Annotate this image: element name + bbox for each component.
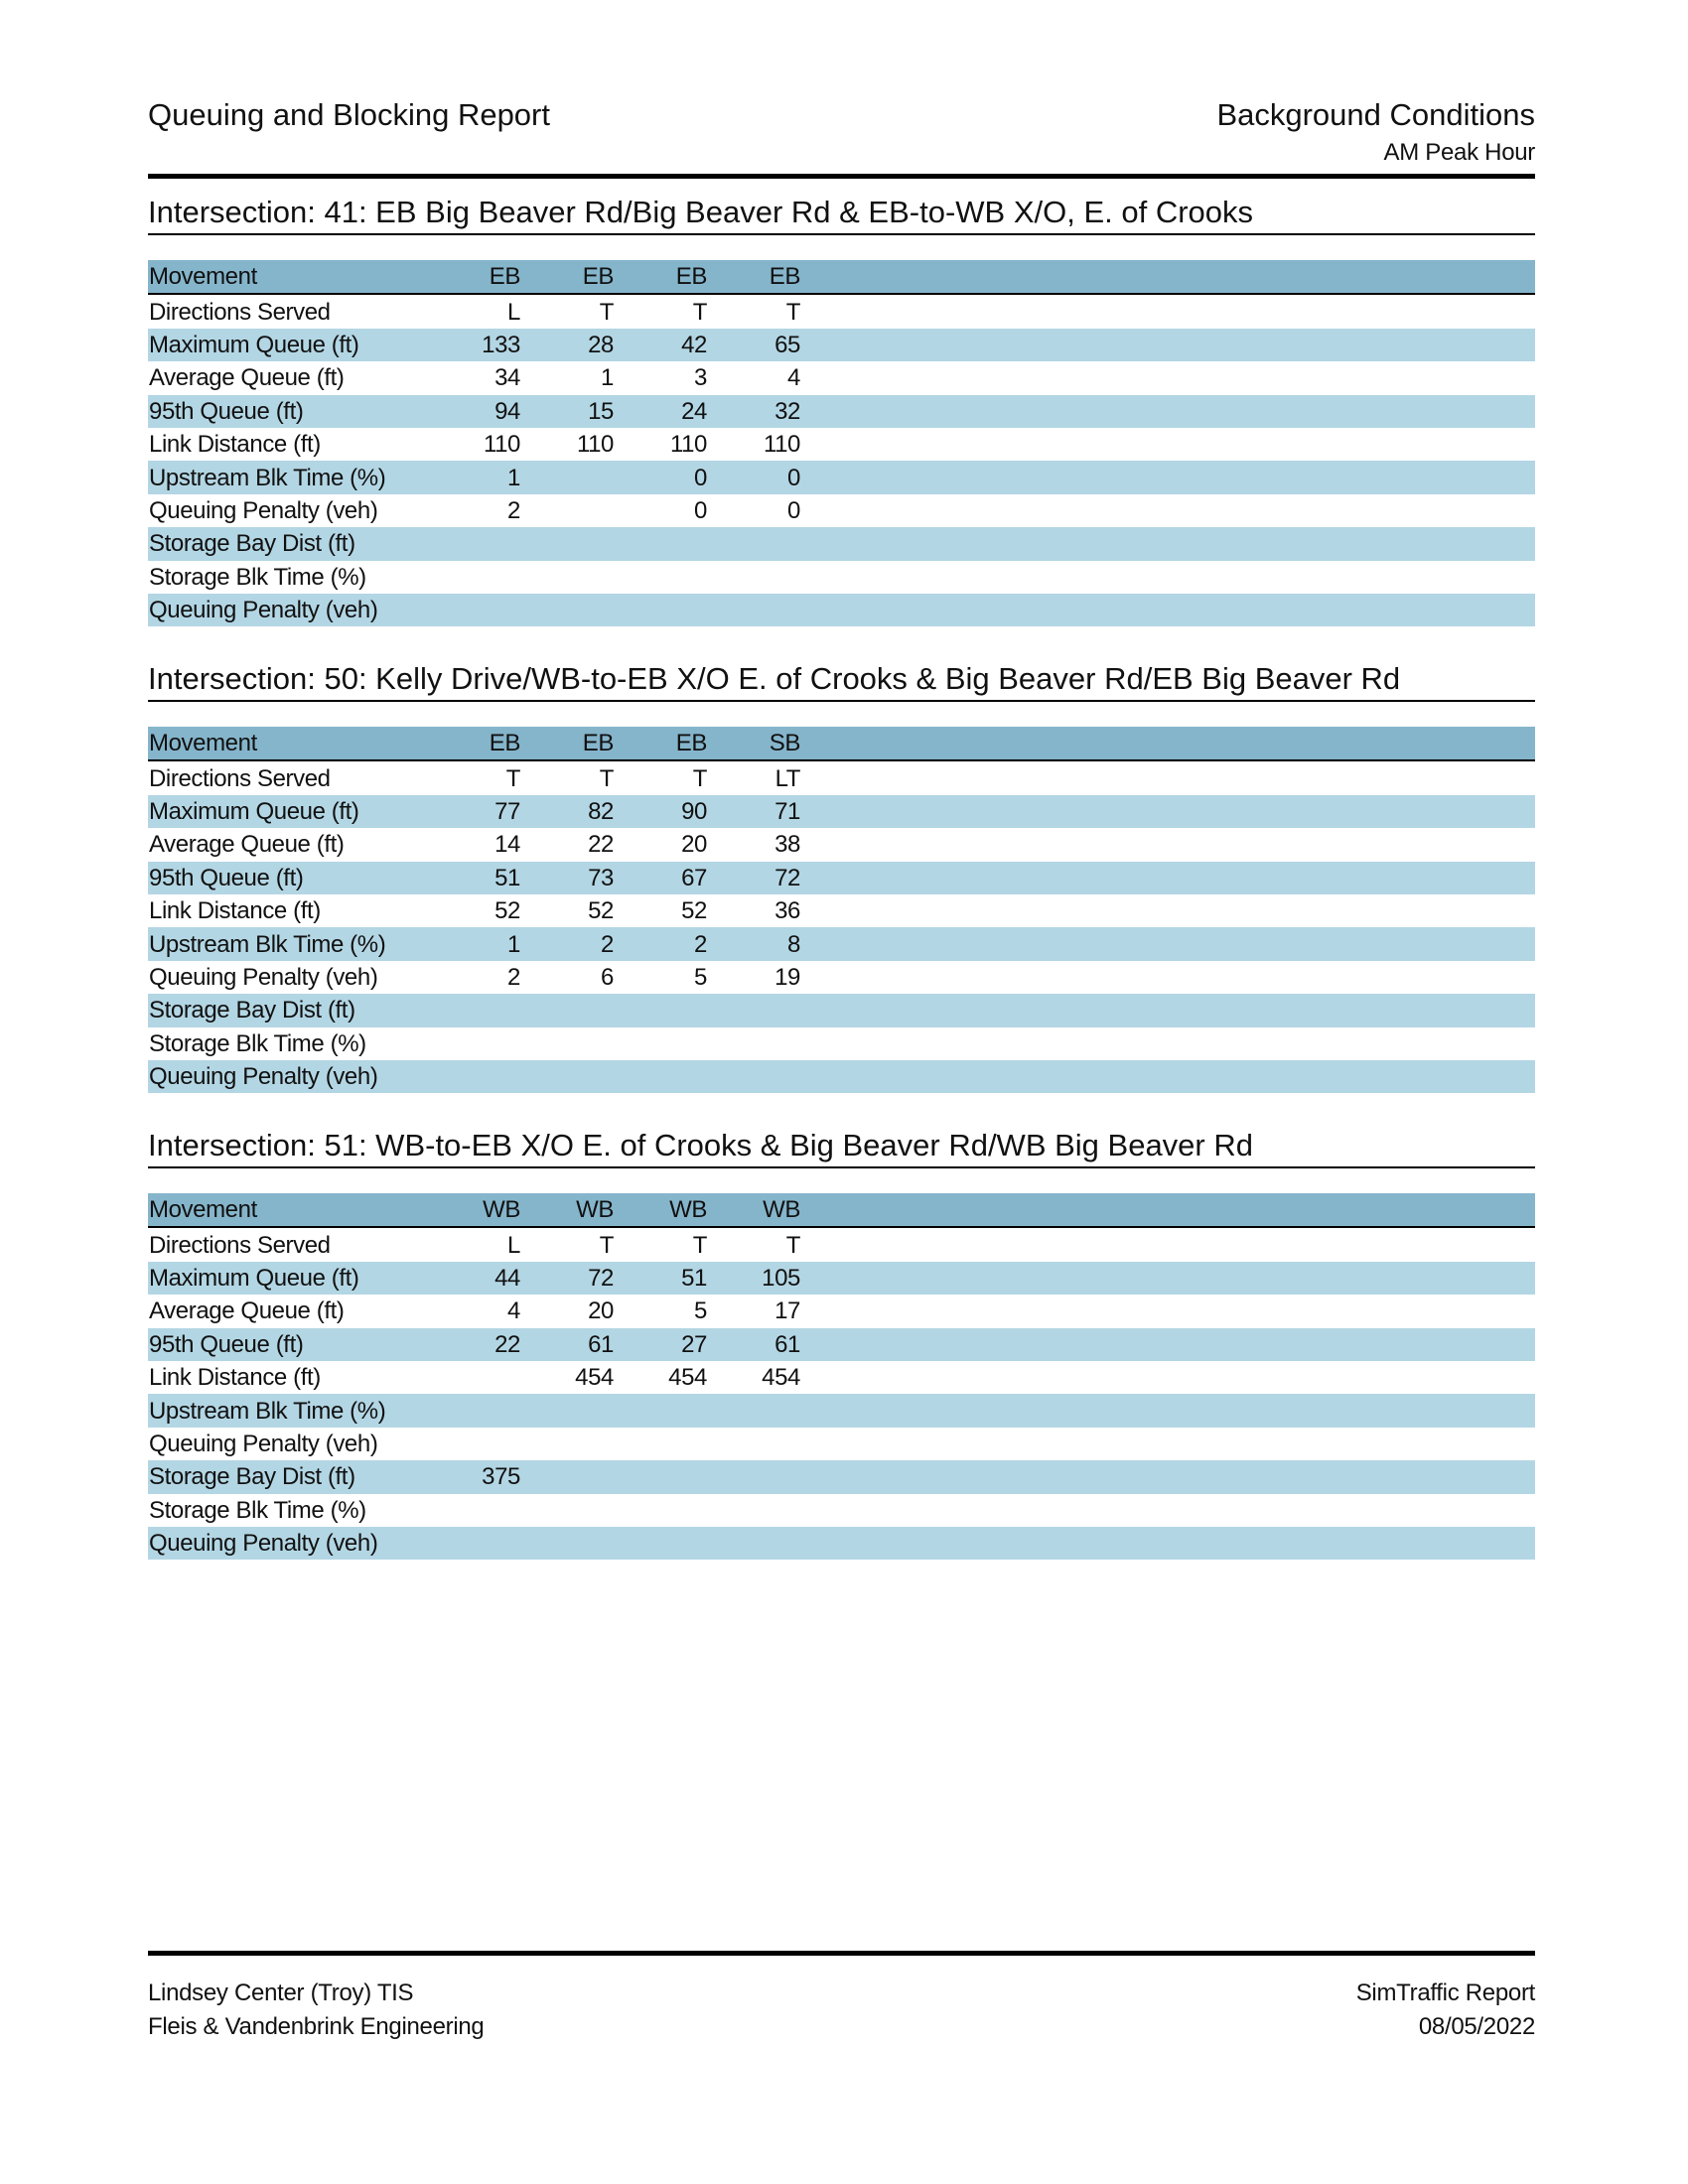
cell-value xyxy=(520,1027,614,1060)
intersection-title: Intersection: 51: WB-to-EB X/O E. of Crooks & Big Beaver Rd/WB Big Beaver Rd xyxy=(148,1127,1535,1168)
cell-value: 5 xyxy=(694,963,707,991)
cell-value: 51 xyxy=(614,1262,707,1295)
cell-value xyxy=(427,561,520,594)
row-spacer xyxy=(800,961,1535,994)
cell-value: 38 xyxy=(774,831,800,859)
cell-value xyxy=(614,1527,707,1560)
row-label: Storage Blk Time (%) xyxy=(149,563,366,591)
cell-value xyxy=(427,1060,520,1093)
cell-value xyxy=(707,527,800,560)
queue-table xyxy=(148,1193,1535,1560)
cell-value xyxy=(427,594,520,626)
cell-value: 2 xyxy=(507,963,520,991)
row-label: Queuing Penalty (veh) xyxy=(148,594,427,626)
cell-value xyxy=(427,994,520,1026)
row-spacer xyxy=(800,294,1535,328)
row-spacer xyxy=(800,795,1535,828)
row-label: Link Distance (ft) xyxy=(149,431,321,459)
cell-value: T xyxy=(785,298,800,326)
cell-value: 454 xyxy=(575,1364,614,1392)
cell-value: 19 xyxy=(774,963,800,991)
table-row xyxy=(148,1262,1535,1295)
table-row xyxy=(148,361,1535,394)
row-label: Queuing Penalty (veh) xyxy=(149,496,378,524)
cell-value: 67 xyxy=(614,862,707,894)
table-row xyxy=(148,760,1535,794)
cell-value xyxy=(520,994,614,1026)
table-row xyxy=(148,1428,1535,1460)
cell-value xyxy=(707,1460,800,1493)
cell-value xyxy=(614,1460,707,1493)
row-spacer xyxy=(800,1060,1535,1093)
row-spacer xyxy=(800,760,1535,794)
row-label: Movement xyxy=(148,1193,427,1227)
table-row xyxy=(148,1060,1535,1093)
cell-value: 28 xyxy=(520,329,614,361)
cell-value xyxy=(427,1494,520,1527)
row-label: 95th Queue (ft) xyxy=(148,862,427,894)
cell-value: EB xyxy=(427,727,520,760)
row-spacer xyxy=(800,1227,1535,1261)
cell-value: 3 xyxy=(694,364,707,392)
cell-value: EB xyxy=(427,260,520,294)
cell-value: EB xyxy=(614,727,707,760)
cell-value: 52 xyxy=(494,897,520,925)
cell-value: 133 xyxy=(427,329,520,361)
cell-value: 15 xyxy=(520,395,614,428)
cell-value: 65 xyxy=(707,329,800,361)
cell-value xyxy=(614,1494,707,1527)
cell-value: T xyxy=(692,298,707,326)
cell-value: 6 xyxy=(601,963,614,991)
row-label: Directions Served xyxy=(149,764,331,792)
cell-value: 0 xyxy=(707,461,800,493)
table-row xyxy=(148,961,1535,994)
cell-value: 17 xyxy=(774,1297,800,1325)
cell-value xyxy=(520,527,614,560)
row-spacer xyxy=(800,1394,1535,1427)
row-label: Average Queue (ft) xyxy=(149,364,345,392)
cell-value: 94 xyxy=(427,395,520,428)
row-label: Storage Blk Time (%) xyxy=(149,1496,366,1524)
table-row xyxy=(148,527,1535,560)
cell-value: 61 xyxy=(707,1328,800,1361)
queue-table xyxy=(148,260,1535,626)
intersection-section xyxy=(148,194,1535,626)
row-spacer xyxy=(800,1193,1535,1227)
table-row xyxy=(148,927,1535,960)
cell-value xyxy=(520,461,614,493)
footer-rule xyxy=(148,1951,1535,1956)
cell-value xyxy=(520,1060,614,1093)
cell-value: 51 xyxy=(427,862,520,894)
cell-value: L xyxy=(507,1231,520,1259)
cell-value: 71 xyxy=(707,795,800,828)
cell-value: WB xyxy=(707,1193,800,1227)
row-spacer xyxy=(800,1428,1535,1460)
row-spacer xyxy=(800,428,1535,461)
cell-value: EB xyxy=(520,260,614,294)
cell-value: 52 xyxy=(681,897,707,925)
cell-value: 61 xyxy=(520,1328,614,1361)
cell-value: 42 xyxy=(614,329,707,361)
software-name: SimTraffic Report xyxy=(1355,1979,1535,2006)
table-row xyxy=(148,1027,1535,1060)
row-label: Link Distance (ft) xyxy=(149,1364,321,1392)
row-spacer xyxy=(800,727,1535,760)
report-date: 08/05/2022 xyxy=(1418,2013,1535,2040)
cell-value: 44 xyxy=(427,1262,520,1295)
intersection-section xyxy=(148,660,1535,1093)
row-label: 95th Queue (ft) xyxy=(148,395,427,428)
row-label: Queuing Penalty (veh) xyxy=(148,1060,427,1093)
cell-value xyxy=(520,1527,614,1560)
row-spacer xyxy=(800,361,1535,394)
cell-value xyxy=(520,1394,614,1427)
cell-value: WB xyxy=(427,1193,520,1227)
row-label: Maximum Queue (ft) xyxy=(148,1262,427,1295)
cell-value: WB xyxy=(614,1193,707,1227)
table-row xyxy=(148,1361,1535,1394)
table-row xyxy=(148,494,1535,527)
row-spacer xyxy=(800,1262,1535,1295)
cell-value: 72 xyxy=(707,862,800,894)
cell-value xyxy=(520,561,614,594)
table-row xyxy=(148,561,1535,594)
row-spacer xyxy=(800,395,1535,428)
table-row xyxy=(148,1328,1535,1361)
cell-value: 90 xyxy=(614,795,707,828)
cell-value: 454 xyxy=(668,1364,707,1392)
cell-value: 73 xyxy=(520,862,614,894)
cell-value: T xyxy=(785,1231,800,1259)
row-label: Maximum Queue (ft) xyxy=(148,795,427,828)
cell-value xyxy=(707,1527,800,1560)
cell-value: 0 xyxy=(614,461,707,493)
row-spacer xyxy=(800,1527,1535,1560)
company-name: Fleis & Vandenbrink Engineering xyxy=(148,2013,485,2040)
table-row xyxy=(148,1394,1535,1427)
row-spacer xyxy=(800,561,1535,594)
cell-value xyxy=(520,1428,614,1460)
row-label: Movement xyxy=(148,260,427,294)
cell-value: T xyxy=(505,764,520,792)
row-label: Movement xyxy=(148,727,427,760)
table-row xyxy=(148,395,1535,428)
cell-value: 2 xyxy=(507,496,520,524)
row-label: Upstream Blk Time (%) xyxy=(148,1394,427,1427)
cell-value: 454 xyxy=(762,1364,800,1392)
cell-value xyxy=(707,1394,800,1427)
intersection-title: Intersection: 41: EB Big Beaver Rd/Big Beaver Rd & EB-to-WB X/O, E. of Crooks xyxy=(148,194,1535,235)
cell-value: 77 xyxy=(427,795,520,828)
cell-value: 52 xyxy=(588,897,614,925)
cell-value: EB xyxy=(707,260,800,294)
row-label: 95th Queue (ft) xyxy=(148,1328,427,1361)
report-title: Queuing and Blocking Report xyxy=(148,97,550,132)
cell-value: T xyxy=(599,764,614,792)
row-label: Upstream Blk Time (%) xyxy=(148,927,427,960)
table-row xyxy=(148,428,1535,461)
cell-value xyxy=(614,1394,707,1427)
row-spacer xyxy=(800,927,1535,960)
cell-value xyxy=(427,1027,520,1060)
cell-value xyxy=(707,1428,800,1460)
cell-value: 375 xyxy=(427,1460,520,1493)
cell-value xyxy=(614,594,707,626)
row-label: Average Queue (ft) xyxy=(149,1297,345,1325)
cell-value: 1 xyxy=(601,364,614,392)
row-label: Directions Served xyxy=(149,1231,331,1259)
cell-value xyxy=(707,1060,800,1093)
table-header-row xyxy=(148,727,1535,760)
cell-value: 1 xyxy=(427,461,520,493)
row-label: Storage Blk Time (%) xyxy=(149,1029,366,1057)
cell-value: 105 xyxy=(707,1262,800,1295)
cell-value: 32 xyxy=(707,395,800,428)
intersection-section xyxy=(148,1127,1535,1560)
intersection-title: Intersection: 50: Kelly Drive/WB-to-EB X/O E. of Crooks & Big Beaver Rd/EB Big Beaver Rd xyxy=(148,660,1535,702)
cell-value: 22 xyxy=(427,1328,520,1361)
table-row xyxy=(148,894,1535,927)
cell-value: 110 xyxy=(483,431,520,459)
cell-value: T xyxy=(599,298,614,326)
queue-table xyxy=(148,727,1535,1093)
cell-value: 5 xyxy=(694,1297,707,1325)
cell-value xyxy=(427,1394,520,1427)
cell-value xyxy=(614,1060,707,1093)
row-spacer xyxy=(800,862,1535,894)
cell-value: T xyxy=(599,1231,614,1259)
cell-value: EB xyxy=(614,260,707,294)
row-spacer xyxy=(800,329,1535,361)
cell-value: 110 xyxy=(669,431,707,459)
row-label: Queuing Penalty (veh) xyxy=(149,963,378,991)
cell-value: 36 xyxy=(774,897,800,925)
table-row xyxy=(148,1227,1535,1261)
table-header-row xyxy=(148,1193,1535,1227)
row-label: Queuing Penalty (veh) xyxy=(149,1430,378,1457)
cell-value xyxy=(707,1494,800,1527)
cell-value: EB xyxy=(520,727,614,760)
cell-value xyxy=(427,1428,520,1460)
cell-value xyxy=(707,561,800,594)
period-label: AM Peak Hour xyxy=(1383,139,1535,166)
row-spacer xyxy=(800,461,1535,493)
row-spacer xyxy=(800,527,1535,560)
table-row xyxy=(148,594,1535,626)
table-row xyxy=(148,1527,1535,1560)
row-label: Queuing Penalty (veh) xyxy=(148,1527,427,1560)
table-row xyxy=(148,1295,1535,1327)
cell-value xyxy=(520,1494,614,1527)
cell-value: 110 xyxy=(763,431,800,459)
cell-value xyxy=(614,994,707,1026)
cell-value xyxy=(707,594,800,626)
row-spacer xyxy=(800,1027,1535,1060)
cell-value: 82 xyxy=(520,795,614,828)
row-spacer xyxy=(800,494,1535,527)
project-name: Lindsey Center (Troy) TIS xyxy=(148,1979,414,2006)
cell-value: L xyxy=(507,298,520,326)
table-row xyxy=(148,795,1535,828)
row-label: Storage Bay Dist (ft) xyxy=(148,1460,427,1493)
cell-value: 1 xyxy=(427,927,520,960)
row-spacer xyxy=(800,1460,1535,1493)
cell-value: T xyxy=(692,1231,707,1259)
cell-value: 8 xyxy=(707,927,800,960)
cell-value: 14 xyxy=(494,831,520,859)
row-spacer xyxy=(800,260,1535,294)
cell-value xyxy=(520,1460,614,1493)
table-header-row xyxy=(148,260,1535,294)
table-row xyxy=(148,1460,1535,1493)
cell-value: 27 xyxy=(614,1328,707,1361)
header-rule xyxy=(148,174,1535,179)
cell-value xyxy=(427,527,520,560)
cell-value: 34 xyxy=(494,364,520,392)
row-spacer xyxy=(800,594,1535,626)
cell-value xyxy=(707,1027,800,1060)
cell-value xyxy=(520,494,614,527)
cell-value xyxy=(614,1428,707,1460)
cell-value: 2 xyxy=(614,927,707,960)
cell-value: 4 xyxy=(787,364,800,392)
cell-value: 24 xyxy=(614,395,707,428)
table-row xyxy=(148,329,1535,361)
cell-value: 20 xyxy=(681,831,707,859)
cell-value: WB xyxy=(520,1193,614,1227)
cell-value: 20 xyxy=(588,1297,614,1325)
row-spacer xyxy=(800,1295,1535,1327)
cell-value: 110 xyxy=(576,431,614,459)
row-label: Upstream Blk Time (%) xyxy=(148,461,427,493)
row-spacer xyxy=(800,1328,1535,1361)
row-label: Link Distance (ft) xyxy=(149,897,321,925)
table-row xyxy=(148,828,1535,861)
cell-value xyxy=(427,1527,520,1560)
cell-value xyxy=(427,1361,520,1394)
row-label: Maximum Queue (ft) xyxy=(148,329,427,361)
cell-value: 72 xyxy=(520,1262,614,1295)
cell-value: 22 xyxy=(588,831,614,859)
cell-value xyxy=(614,561,707,594)
table-row xyxy=(148,994,1535,1026)
cell-value xyxy=(707,994,800,1026)
table-row xyxy=(148,461,1535,493)
row-label: Average Queue (ft) xyxy=(149,831,345,859)
cell-value: 2 xyxy=(520,927,614,960)
cell-value xyxy=(614,1027,707,1060)
table-row xyxy=(148,862,1535,894)
cell-value: LT xyxy=(774,764,800,792)
table-row xyxy=(148,294,1535,328)
row-spacer xyxy=(800,994,1535,1026)
row-label: Directions Served xyxy=(149,298,331,326)
cell-value: SB xyxy=(707,727,800,760)
row-label: Storage Bay Dist (ft) xyxy=(148,994,427,1026)
cell-value xyxy=(614,527,707,560)
cell-value xyxy=(520,594,614,626)
cell-value: 4 xyxy=(507,1297,520,1325)
row-spacer xyxy=(800,894,1535,927)
table-row xyxy=(148,1494,1535,1527)
row-spacer xyxy=(800,1361,1535,1394)
scenario-label: Background Conditions xyxy=(1216,97,1535,132)
row-spacer xyxy=(800,828,1535,861)
report-header xyxy=(148,97,1535,177)
cell-value: 0 xyxy=(787,496,800,524)
cell-value: T xyxy=(692,764,707,792)
cell-value: 0 xyxy=(694,496,707,524)
row-label: Storage Bay Dist (ft) xyxy=(148,527,427,560)
row-spacer xyxy=(800,1494,1535,1527)
